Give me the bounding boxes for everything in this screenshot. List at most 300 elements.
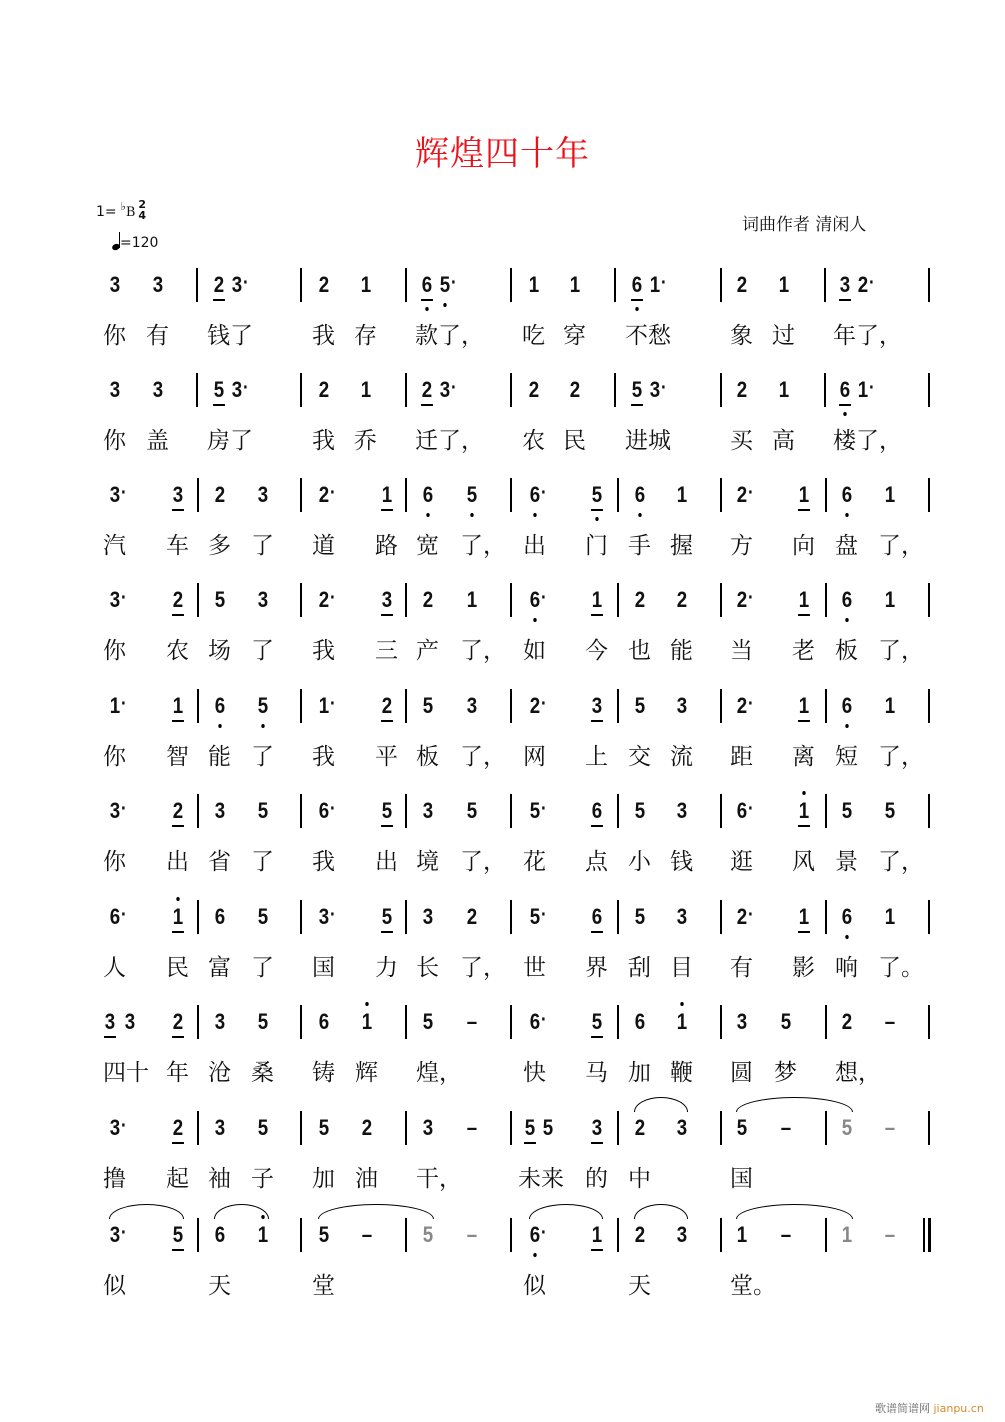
note: 2	[634, 1115, 646, 1140]
note: 5	[253, 693, 273, 719]
lyric: 车	[166, 533, 189, 559]
score-row	[0, 904, 1005, 1004]
lyric: 了	[251, 849, 274, 875]
low-octave-dot	[595, 517, 598, 521]
low-octave-dot	[218, 724, 221, 728]
song-title: 辉煌四十年	[415, 134, 590, 174]
note: 2	[318, 272, 330, 297]
note: 3	[466, 693, 478, 718]
note: 6 ·	[525, 1222, 545, 1248]
augmentation-dot: ·	[540, 904, 547, 926]
sustain-dash: –	[780, 1115, 792, 1140]
note: 1	[884, 587, 896, 612]
underline-mark	[798, 614, 810, 616]
sustain-dash: –	[780, 1222, 792, 1247]
augmentation-dot: ·	[450, 272, 457, 294]
note: 3	[676, 693, 688, 718]
underline-mark	[421, 404, 433, 406]
bar-line	[720, 373, 722, 407]
lyric: 四十	[103, 1060, 149, 1086]
bar-line	[196, 268, 198, 302]
note: 2	[168, 1009, 188, 1035]
lyric: 了	[251, 744, 274, 770]
lyric: 出	[166, 849, 189, 875]
bar-line	[824, 268, 826, 302]
augmentation-dot: ·	[660, 272, 667, 294]
note: 1	[569, 272, 581, 297]
bar-line	[825, 794, 827, 828]
lyric: 板	[416, 744, 439, 770]
note: 5	[884, 798, 896, 823]
note: 2	[168, 798, 188, 824]
bar-line	[300, 268, 302, 302]
augmentation-dot: ·	[242, 272, 249, 294]
bar-line	[825, 1005, 827, 1039]
underline-mark	[213, 299, 225, 301]
note: 5	[627, 377, 647, 403]
lyric: 堂	[312, 1273, 335, 1299]
bar-line	[197, 1218, 199, 1252]
bar-line	[197, 478, 199, 512]
note: 1	[672, 1009, 692, 1035]
note: 1 ·	[857, 377, 875, 402]
bar-line	[510, 1111, 512, 1145]
note: 3	[377, 587, 397, 613]
underline-mark	[591, 931, 603, 933]
lyric: 穿	[563, 323, 586, 349]
time-signature	[138, 199, 146, 221]
note: 3	[257, 587, 269, 612]
bar-line	[197, 583, 199, 617]
note: 2 ·	[736, 693, 754, 718]
final-barline-thick	[928, 1218, 931, 1252]
note: 5	[841, 1115, 853, 1140]
lyric: 我	[312, 638, 335, 664]
lyric: 楼了，	[833, 428, 902, 454]
underline-mark	[421, 299, 433, 301]
lyric: 撸	[103, 1166, 126, 1192]
note: 5	[736, 1115, 748, 1140]
note: 6	[835, 377, 855, 403]
note: 5	[318, 1222, 330, 1247]
bar-line	[510, 794, 512, 828]
underline-mark	[213, 404, 225, 406]
note: 3	[676, 1222, 688, 1247]
underline-mark	[172, 509, 184, 511]
note: 3	[422, 904, 434, 929]
underline-mark	[172, 720, 184, 722]
note: 3 ·	[649, 377, 667, 402]
underline-mark	[798, 931, 810, 933]
note: 3	[422, 798, 434, 823]
lyric: 上	[585, 744, 608, 770]
underline-mark	[839, 299, 851, 301]
lyric: 煌，	[416, 1060, 462, 1086]
lyric: 辉	[355, 1060, 378, 1086]
note: 5	[257, 798, 269, 823]
bar-line	[510, 478, 512, 512]
lyric: 农	[522, 428, 545, 454]
lyric: 了。	[878, 955, 924, 981]
bar-line	[405, 1111, 407, 1145]
note: 2	[168, 587, 188, 613]
note: 1	[841, 1222, 853, 1247]
note: 3	[676, 904, 688, 929]
note: 1	[357, 1009, 377, 1035]
bar-line	[405, 900, 407, 934]
augmentation-dot: ·	[120, 1222, 127, 1244]
lyric: 国	[730, 1166, 753, 1192]
lyric: 汽	[103, 533, 126, 559]
lyric: 多	[208, 533, 231, 559]
lyric: 了，	[878, 849, 924, 875]
lyric: 子	[251, 1166, 274, 1192]
low-octave-dot	[843, 412, 846, 416]
lyric: 小	[628, 849, 651, 875]
high-octave-dot	[176, 897, 179, 901]
note: 2	[528, 377, 540, 402]
augmentation-dot: ·	[540, 798, 547, 820]
note: 1	[253, 1222, 273, 1248]
bar-line	[197, 1005, 199, 1039]
lyric: 交	[628, 744, 651, 770]
note: 2 ·	[857, 272, 875, 297]
note: 1	[794, 693, 814, 719]
note: 1 ·	[318, 693, 336, 718]
lyric: 道	[312, 533, 335, 559]
augmentation-dot: ·	[747, 693, 754, 715]
bar-line	[617, 900, 619, 934]
augmentation-dot: ·	[120, 904, 127, 926]
lyric: 未来	[518, 1166, 564, 1192]
lyric: 方	[730, 533, 753, 559]
lyric: 了，	[460, 638, 506, 664]
note: 3	[257, 482, 269, 507]
underline-mark	[798, 720, 810, 722]
lyric: 有	[146, 323, 169, 349]
low-octave-dot	[845, 618, 848, 622]
note: 5	[422, 1009, 434, 1034]
note: 5	[422, 693, 434, 718]
note: 3	[109, 272, 121, 297]
lyric: 我	[312, 428, 335, 454]
note: 1 ·	[109, 693, 127, 718]
bar-line	[720, 900, 722, 934]
lyric: 网	[523, 744, 546, 770]
lyric: 风	[792, 849, 815, 875]
augmentation-dot: ·	[747, 798, 754, 820]
bar-line	[720, 1111, 722, 1145]
lyric: 手	[628, 533, 651, 559]
note: 3	[676, 1115, 688, 1140]
note: 5	[587, 1009, 607, 1035]
lyric: 能	[208, 744, 231, 770]
bar-line	[617, 1111, 619, 1145]
lyric: 高	[772, 428, 795, 454]
bar-line	[617, 583, 619, 617]
low-octave-dot	[533, 513, 536, 517]
lyric: 圆	[730, 1060, 753, 1086]
lyric: 路	[375, 533, 398, 559]
lyric: 的	[585, 1166, 608, 1192]
note: 6	[417, 272, 437, 298]
lyric: 你	[103, 744, 126, 770]
bar-line	[300, 373, 302, 407]
lyric: 世	[523, 955, 546, 981]
key-letter: B	[125, 205, 136, 220]
note: 1	[466, 587, 478, 612]
lyric: 加	[628, 1060, 651, 1086]
bar-line	[405, 478, 407, 512]
bar-line	[510, 583, 512, 617]
bar-line	[824, 373, 826, 407]
note: 1	[676, 482, 688, 507]
underline-mark	[591, 720, 603, 722]
tempo-value: =120	[120, 235, 159, 251]
bar-line	[720, 583, 722, 617]
note: 5	[634, 904, 646, 929]
note: 3 ·	[318, 904, 336, 929]
note: 1	[168, 904, 188, 930]
underline-mark	[172, 825, 184, 827]
lyric: 人	[103, 955, 126, 981]
lyric: 了，	[460, 744, 506, 770]
augmentation-dot: ·	[540, 1009, 547, 1031]
note: 2 ·	[736, 482, 754, 507]
bar-line	[720, 1218, 722, 1252]
bar-line	[825, 583, 827, 617]
score-row	[0, 482, 1005, 582]
underline-mark	[172, 1249, 184, 1251]
lyric: 了	[251, 955, 274, 981]
time-top: 2	[138, 198, 147, 211]
lyric: 你	[103, 849, 126, 875]
note: 2	[417, 377, 437, 403]
lyric: 快	[523, 1060, 546, 1086]
sustain-dash: –	[466, 1009, 478, 1034]
lyric: 加	[312, 1166, 335, 1192]
note: 6	[837, 482, 857, 508]
bar-line	[510, 373, 512, 407]
note: 2	[841, 1009, 853, 1034]
note: 3 ·	[109, 798, 127, 823]
augmentation-dot: ·	[329, 482, 336, 504]
quarter-note-icon	[112, 232, 120, 250]
note: 6	[587, 798, 607, 824]
lyric: 今	[585, 638, 608, 664]
lyric: 逛	[730, 849, 753, 875]
low-octave-dot	[845, 935, 848, 939]
augmentation-dot: ·	[540, 587, 547, 609]
note: 3 ·	[109, 1115, 127, 1140]
note: 3	[422, 1115, 434, 1140]
underline-mark	[798, 825, 810, 827]
note: 1	[884, 693, 896, 718]
augmentation-dot: ·	[540, 693, 547, 715]
note: 2	[361, 1115, 373, 1140]
lyric: 似	[103, 1273, 126, 1299]
note: 5 ·	[529, 798, 547, 823]
note: 6 ·	[529, 1009, 547, 1034]
lyric: 我	[312, 744, 335, 770]
note: 1	[884, 482, 896, 507]
lyric: 想，	[835, 1060, 881, 1086]
augmentation-dot: ·	[242, 377, 249, 399]
bar-line	[300, 583, 302, 617]
lyric: 铸	[312, 1060, 335, 1086]
bar-line	[825, 1111, 827, 1145]
note: 1	[794, 904, 814, 930]
lyric: 我	[312, 323, 335, 349]
note: 6 ·	[525, 482, 545, 508]
lyric: 力	[375, 955, 398, 981]
lyric: 了，	[460, 533, 506, 559]
bar-line	[617, 794, 619, 828]
lyric: 距	[730, 744, 753, 770]
note: 1	[360, 272, 372, 297]
lyric: 梦	[774, 1060, 797, 1086]
score-row	[0, 1222, 1005, 1322]
augmentation-dot: ·	[329, 904, 336, 926]
lyric: 油	[355, 1166, 378, 1192]
note: 3	[152, 377, 164, 402]
score-row	[0, 377, 1005, 477]
bar-line	[928, 1005, 930, 1039]
augmentation-dot: ·	[540, 1222, 547, 1244]
low-octave-dot	[261, 724, 264, 728]
bar-line	[405, 1218, 407, 1252]
lyric: 袖	[208, 1166, 231, 1192]
augmentation-dot: ·	[747, 482, 754, 504]
lyric: 鞭	[670, 1060, 693, 1086]
lyric: 吃	[522, 323, 545, 349]
note: 5	[318, 1115, 330, 1140]
bar-line	[928, 373, 930, 407]
lyric: 盖	[146, 428, 169, 454]
time-bottom: 4	[138, 209, 147, 222]
lyric: 景	[835, 849, 858, 875]
bar-line	[617, 1005, 619, 1039]
bar-line	[300, 1005, 302, 1039]
lyric: 产	[416, 638, 439, 664]
sustain-dash: –	[466, 1115, 478, 1140]
lyric: 沧	[208, 1060, 231, 1086]
note: 3 ·	[231, 377, 249, 402]
low-octave-dot	[470, 513, 473, 517]
bar-line	[405, 689, 407, 723]
underline-mark	[104, 1036, 116, 1038]
lyric: 中	[628, 1166, 651, 1192]
bar-line	[510, 1005, 512, 1039]
low-octave-dot	[635, 307, 638, 311]
underline-mark	[172, 614, 184, 616]
lyric: 了，	[878, 533, 924, 559]
low-octave-dot	[533, 618, 536, 622]
lyric: 过	[772, 323, 795, 349]
augmentation-dot: ·	[868, 272, 875, 294]
lyric: 你	[103, 638, 126, 664]
underline-mark	[172, 931, 184, 933]
key-signature	[96, 200, 146, 223]
lyric: 了，	[460, 955, 506, 981]
bar-line	[617, 689, 619, 723]
augmentation-dot: ·	[540, 482, 547, 504]
bar-line	[720, 268, 722, 302]
underline-mark	[591, 614, 603, 616]
note: 3	[835, 272, 855, 298]
bar-line	[825, 478, 827, 512]
note: 6 ·	[525, 587, 545, 613]
note: 2	[569, 377, 581, 402]
underline-mark	[381, 825, 393, 827]
bar-line	[614, 373, 616, 407]
bar-line	[300, 1111, 302, 1145]
note: 5	[214, 587, 226, 612]
bar-line	[928, 689, 930, 723]
note: 6	[214, 1222, 226, 1247]
note: 2	[377, 693, 397, 719]
bar-line	[617, 478, 619, 512]
lyric: 刮	[628, 955, 651, 981]
underline-mark	[839, 404, 851, 406]
lyric: 宽	[416, 533, 439, 559]
lyric: 短	[835, 744, 858, 770]
note: 3 ·	[109, 587, 127, 612]
underline-mark	[524, 1142, 536, 1144]
note: 2	[168, 1115, 188, 1141]
bar-line	[510, 900, 512, 934]
low-octave-dot	[638, 513, 641, 517]
augmentation-dot: ·	[120, 587, 127, 609]
author-credit: 词曲作者 清闲人	[742, 215, 867, 235]
augmentation-dot: ·	[329, 798, 336, 820]
bar-line	[510, 1218, 512, 1252]
note: 1	[360, 377, 372, 402]
lyric: 似	[523, 1273, 546, 1299]
bar-line	[720, 689, 722, 723]
note: 2 ·	[318, 587, 336, 612]
lyric: 了，	[878, 744, 924, 770]
score-row	[0, 1115, 1005, 1215]
note: 2	[209, 272, 229, 298]
note: 1	[377, 482, 397, 508]
key-prefix: 1=	[96, 204, 117, 220]
note: 3	[736, 1009, 748, 1034]
sustain-dash: –	[884, 1115, 896, 1140]
note: 6 ·	[736, 798, 754, 823]
underline-mark	[591, 1142, 603, 1144]
bar-line	[405, 268, 407, 302]
note: 2	[736, 377, 748, 402]
lyric: 握	[670, 533, 693, 559]
tempo-marking	[112, 232, 158, 251]
lyric: 进城	[625, 428, 671, 454]
lyric: 农	[166, 638, 189, 664]
note: 6	[587, 904, 607, 930]
note: 1	[736, 1222, 748, 1247]
bar-line	[928, 268, 930, 302]
note: 5	[462, 482, 482, 508]
flat-icon: ♭	[120, 200, 126, 213]
underline-mark	[591, 1036, 603, 1038]
note: 5	[377, 798, 397, 824]
lyric: 钱	[670, 849, 693, 875]
note: 2 ·	[318, 482, 336, 507]
augmentation-dot: ·	[450, 377, 457, 399]
note: 3	[124, 1009, 136, 1034]
bar-line	[928, 900, 930, 934]
bar-line	[928, 478, 930, 512]
